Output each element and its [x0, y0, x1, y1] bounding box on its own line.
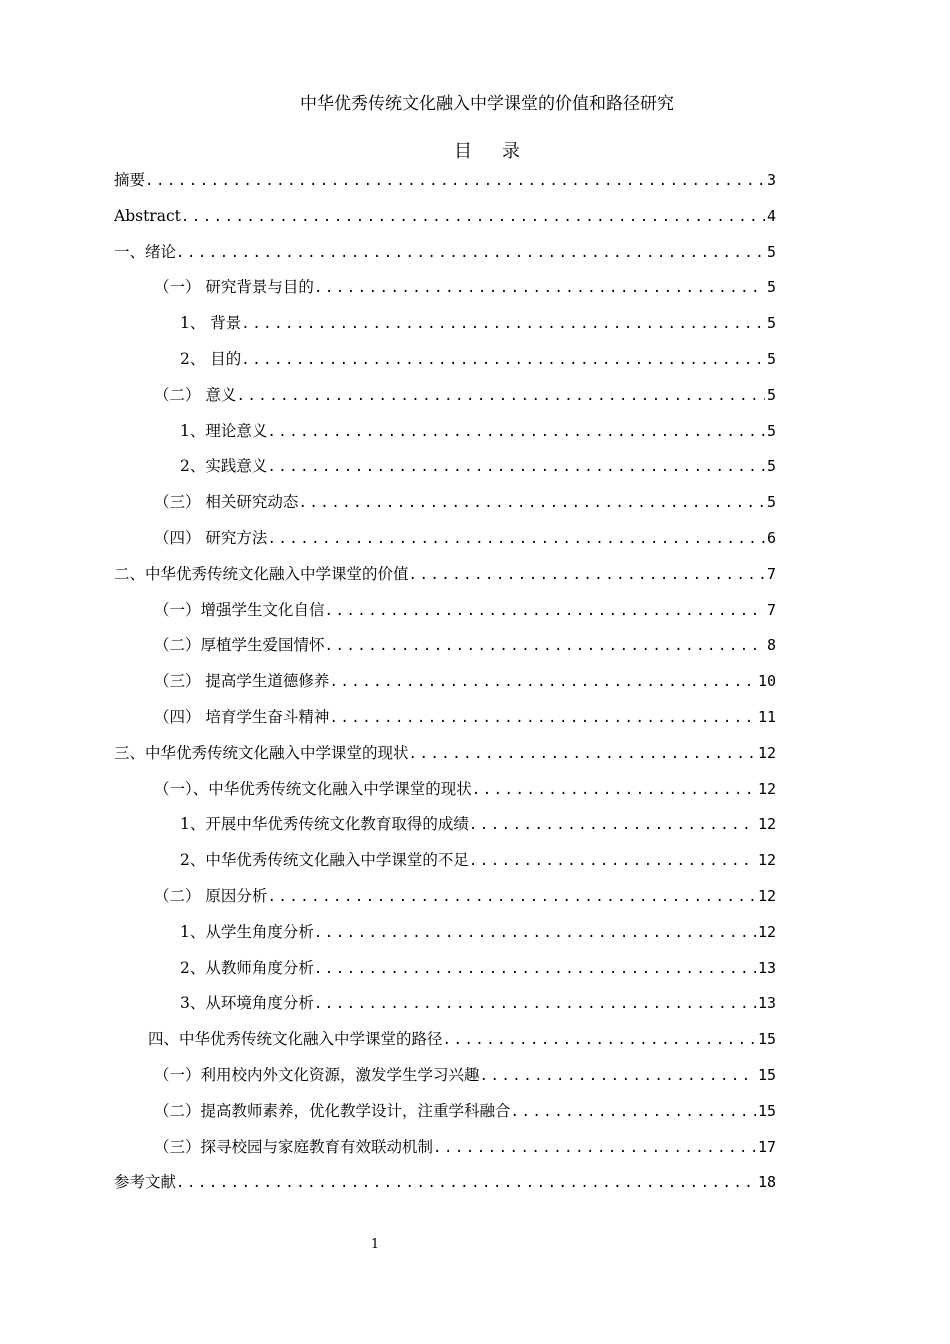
toc-entry[interactable] [114, 270, 776, 306]
toc-entry-label: Abstract [114, 206, 181, 225]
toc-entry-label: 2、实践意义 [180, 457, 268, 476]
toc-entry-label: （三） 提高学生道德修养 [154, 672, 330, 691]
toc-entry-label: （二） 原因分析 [154, 886, 268, 905]
toc-entry[interactable] [114, 986, 776, 1022]
toc-entry-page: 13 [757, 994, 776, 1013]
toc-dot-leader [267, 522, 765, 557]
toc-entry-page: 15 [757, 1030, 776, 1049]
toc-dot-leader [145, 164, 765, 199]
toc-dot-leader [329, 701, 756, 736]
toc-entry-page: 5 [766, 493, 776, 512]
toc-entry[interactable] [114, 306, 776, 342]
toc-entry[interactable] [114, 807, 776, 843]
toc-entry-label: （一） 研究背景与目的 [154, 278, 314, 297]
toc-dot-leader [511, 1095, 756, 1130]
toc-heading: 目录 [454, 141, 550, 162]
toc-dot-leader [241, 343, 765, 378]
toc-entry-page: 11 [757, 707, 776, 726]
toc-dot-leader [443, 1023, 756, 1058]
toc-entry-page: 5 [766, 457, 776, 476]
toc-dot-leader [176, 1166, 756, 1201]
toc-entry[interactable] [114, 163, 776, 199]
toc-dot-leader [409, 558, 765, 593]
toc-entry-page: 7 [766, 600, 776, 619]
toc-dot-leader [267, 450, 765, 485]
toc-entry-page: 4 [766, 206, 776, 225]
toc-entry-label: （四） 研究方法 [154, 528, 268, 547]
toc-entry-page: 12 [757, 851, 776, 870]
toc-dot-leader [325, 629, 765, 664]
toc-entry[interactable] [114, 557, 776, 593]
toc-dot-leader [314, 271, 765, 306]
toc-entry-label: 1、从学生角度分析 [180, 922, 314, 941]
document-title: 中华优秀传统文化融入中学课堂的价值和路径研究 [300, 94, 674, 114]
toc-entry[interactable] [114, 593, 776, 629]
toc-dot-leader [480, 1059, 756, 1094]
toc-entry[interactable] [114, 1058, 776, 1094]
toc-entry-page: 5 [766, 314, 776, 333]
toc-entry[interactable] [114, 1130, 776, 1166]
toc-entry[interactable] [114, 772, 776, 808]
toc-dot-leader [314, 916, 756, 951]
toc-entry-page: 15 [757, 1065, 776, 1084]
toc-dot-leader [241, 307, 765, 342]
toc-entry[interactable] [114, 700, 776, 736]
toc-entry-label: 三、中华优秀传统文化融入中学课堂的现状 [114, 743, 409, 762]
toc-entry-label: 1、理论意义 [180, 421, 268, 440]
toc-entry-page: 5 [766, 242, 776, 261]
toc-entry-label: 3、从环境角度分析 [180, 994, 314, 1013]
toc-entry-label: 2、中华优秀传统文化融入中学课堂的不足 [180, 851, 469, 870]
toc-entry[interactable] [114, 414, 776, 450]
toc-entry-label: 一、绪论 [114, 242, 177, 261]
toc-entry[interactable] [114, 664, 776, 700]
toc-entry-page: 12 [757, 886, 776, 905]
toc-entry[interactable] [114, 951, 776, 987]
toc-entry[interactable] [114, 342, 776, 378]
toc-entry-label: 2、 目的 [180, 349, 242, 368]
table-of-contents [114, 163, 776, 1201]
toc-dot-leader [469, 808, 756, 843]
toc-dot-leader [325, 594, 765, 629]
toc-dot-leader [469, 844, 756, 879]
toc-entry-page: 18 [757, 1173, 776, 1192]
toc-entry-label: 2、从教师角度分析 [180, 958, 314, 977]
toc-entry-page: 5 [766, 278, 776, 297]
toc-entry[interactable] [114, 915, 776, 951]
toc-entry-page: 3 [766, 171, 776, 189]
toc-dot-leader [181, 200, 765, 235]
toc-dot-leader [433, 1131, 756, 1166]
toc-dot-leader [314, 987, 756, 1022]
toc-entry-page: 12 [757, 815, 776, 834]
toc-entry[interactable] [114, 1022, 776, 1058]
toc-entry-page: 10 [757, 672, 776, 691]
toc-dot-leader [236, 379, 765, 414]
toc-entry[interactable] [114, 235, 776, 271]
toc-entry-page: 7 [766, 564, 776, 583]
toc-entry-page: 5 [766, 421, 776, 440]
toc-entry[interactable] [114, 879, 776, 915]
toc-entry-page: 12 [757, 779, 776, 798]
toc-entry-page: 12 [757, 922, 776, 941]
toc-entry-page: 12 [757, 743, 776, 762]
toc-dot-leader [267, 415, 765, 450]
toc-entry-page: 6 [766, 528, 776, 547]
toc-entry-page: 13 [757, 958, 776, 977]
toc-entry[interactable] [114, 521, 776, 557]
toc-dot-leader [472, 773, 756, 808]
toc-entry-label: （二） 意义 [154, 385, 237, 404]
toc-entry-label: 二、中华优秀传统文化融入中学课堂的价值 [114, 564, 409, 583]
toc-dot-leader [409, 737, 756, 772]
toc-entry-label: 摘要 [114, 171, 146, 189]
toc-entry[interactable] [114, 628, 776, 664]
toc-entry-label: 1、 背景 [180, 314, 242, 333]
toc-entry[interactable] [114, 736, 776, 772]
toc-entry-label: （四） 培育学生奋斗精神 [154, 707, 330, 726]
toc-dot-leader [329, 665, 756, 700]
toc-entry-page: 5 [766, 385, 776, 404]
toc-entry[interactable] [114, 378, 776, 414]
toc-entry-label: 参考文献 [114, 1173, 177, 1192]
toc-entry-label: （二）提高教师素养，优化教学设计，注重学科融合 [154, 1101, 511, 1120]
toc-entry-page: 5 [766, 349, 776, 368]
toc-entry-label: （二）厚植学生爱国情怀 [154, 636, 325, 655]
toc-entry[interactable] [114, 199, 776, 235]
toc-entry-label: （一）利用校内外文化资源，激发学生学习兴趣 [154, 1065, 480, 1084]
toc-entry-label: （三）探寻校园与家庭教育有效联动机制 [154, 1137, 434, 1156]
toc-entry-label: 1、开展中华优秀传统文化教育取得的成绩 [180, 815, 469, 834]
toc-entry-page: 15 [757, 1101, 776, 1120]
toc-entry-label: （一）增强学生文化自信 [154, 600, 325, 619]
toc-dot-leader [176, 236, 765, 271]
toc-entry[interactable] [114, 485, 776, 521]
toc-entry[interactable] [114, 1165, 776, 1201]
toc-dot-leader [298, 486, 765, 521]
toc-entry-page: 17 [757, 1137, 776, 1156]
toc-entry-label: （三） 相关研究动态 [154, 493, 299, 512]
toc-entry-page: 8 [766, 636, 776, 655]
toc-dot-leader [267, 880, 756, 915]
toc-entry[interactable] [114, 1094, 776, 1130]
toc-dot-leader [314, 952, 756, 987]
toc-entry-label: （一）、中华优秀传统文化融入中学课堂的现状 [154, 779, 472, 798]
toc-entry[interactable] [114, 449, 776, 485]
page-number: 1 [370, 1237, 380, 1252]
toc-entry-label: 四、中华优秀传统文化融入中学课堂的路径 [148, 1030, 443, 1049]
toc-entry[interactable] [114, 843, 776, 879]
